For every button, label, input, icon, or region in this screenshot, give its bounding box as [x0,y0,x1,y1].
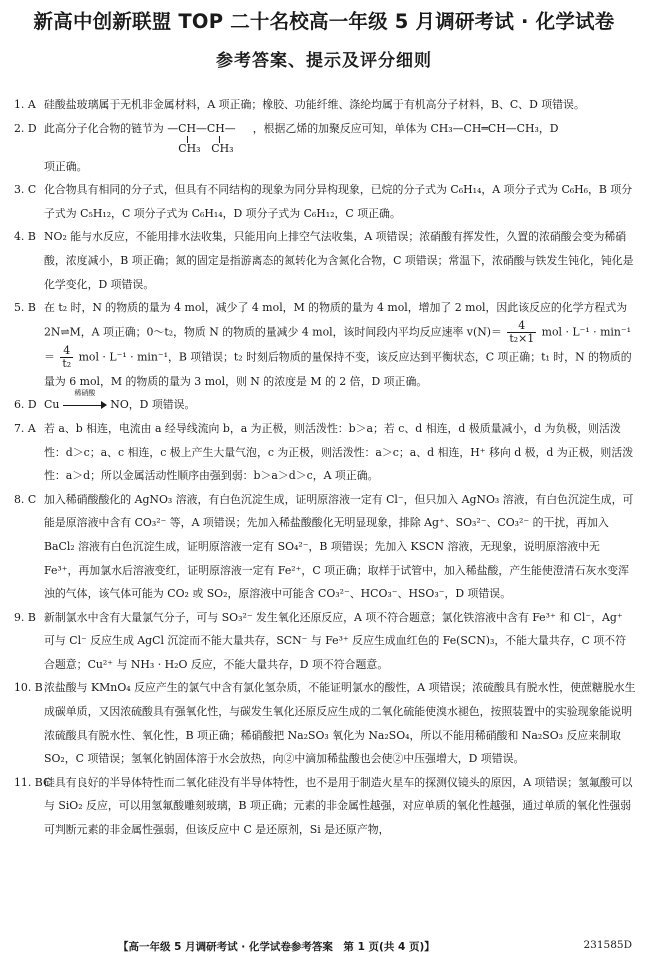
answer-item-4 [14,225,636,296]
answer-item-10 [14,676,636,770]
answer-item-3 [14,178,636,225]
answer-number: 4. B [14,230,36,244]
answer-item-6 [14,389,636,417]
reactant: Cu [44,398,60,412]
answer-number: 2. D [14,121,37,135]
methyl-group: CH₃ [178,141,201,155]
fraction [507,320,536,345]
arrow-line [63,405,103,406]
reaction-condition: 稀硝酸 [74,389,96,398]
answer-text: 新制氯水中含有大量氯气分子，可与 SO₃²⁻ 发生氧化还原反应，A 项不符合题意；氯化铁溶液中含有 Fe³⁺ 和 Cl⁻，Ag⁺ 可与 Cl⁻ 反应生成 AgCl 沉淀而不能大量共存，SCN⁻ 与 Fe³⁺ 反应生成血红色的 Fe(SCN)₃，不能大量共存，C 项不符合题意；Cu²⁺ 与 NH₃ · H₂O 反应，不能大量共存，D 项不符合题意。 [44,610,626,671]
fraction-numerator: 4 [60,345,73,358]
polymer-chain-formula [167,117,249,155]
answer-text: NO₂ 能与水反应，不能用排水法收集，只能用向上排空气法收集，A 项错误；浓硝酸有挥发性，久置的浓硝酸会变为稀硝酸，浓度减小，B 项正确；氮的固定是指游离态的氮转化为含氮化合物，C 项错误；常温下，浓硝酸与铁发生钝化，钝化是化学变化，D 项错误。 [44,230,634,291]
answer-item-7 [14,417,636,488]
answer-text: 硅具有良好的半导体特性而二氧化硅没有半导体特性，也不是用于制造火星车的探测仪镜头的原因，A 项错误；氢氟酸可以与 SiO₂ 反应，可以用氢氟酸雕刻玻璃，B 项正确；元素的非金属性越强，对应单质的氧化性越强，通过单质的氧化性强弱可判断元素的非金属性强弱，但该反应中 C 是还原剂，Si 是还原产物， [44,775,633,837]
answer-item-11 [14,771,636,842]
page-footer: 【高一年级 5 月调研考试 · 化学试卷参考答案 第 1 页(共 4 页)】 [118,941,435,953]
answer-number: 1. A [14,98,36,111]
answer-number: 3. C [14,183,37,197]
answer-text: 硅酸盐玻璃属于无机非金属材料，A 项正确；橡胶、功能纤维、涤纶均属于有机高分子材料，B、C、D 项错误。 [44,98,585,111]
page-title: 新高中创新联盟 TOP 二十名校高一年级 5 月调研考试 · 化学试卷 [33,10,615,33]
answer-item-9 [14,606,636,677]
reaction-arrow [63,389,107,412]
answer-text: 项正确。 [44,159,88,173]
answer-text: NO，D 项错误。 [110,398,196,412]
answer-item-2 [14,117,636,179]
fraction-denominator: t₂×1 [509,331,535,345]
arrow-head-icon [101,401,107,409]
answer-number: 8. C [14,492,37,506]
answer-number: 7. A [14,421,36,435]
answer-number: 6. D [14,398,37,412]
document-code: 231585D [583,939,632,951]
fraction [60,345,73,370]
answer-text: 浓盐酸与 KMnO₄ 反应产生的氯气中含有氯化氢杂质，不能证明氯水的酸性，A 项错误；浓硫酸具有脱水性，使蔗糖脱水生成碳单质，又因浓硫酸具有强氧化性，与碳发生氧化还原反应生成的二氧化硫能使溴水褪色，按照装置中的实验现象能说明浓硫酸具有脱水性、氧化性，B 项正确；稀硝酸把 Na₂SO₃ 氧化为 Na₂SO₄，所以不能用稀硝酸和 Na₂SO₃ 反应来制取 SO₂，C 项错误；氢氧化钠固体溶于水会放热，向②中滴加稀盐酸也会使②中压强增大，D 项错误。 [44,681,636,766]
answer-number: 9. B [14,610,36,624]
answer-item-8 [14,488,636,606]
answer-number: 10. B [14,681,43,695]
answer-text: 此高分子化合物的链节为 [44,121,164,135]
answer-text: mol · L⁻¹ · min⁻¹＝ [44,325,632,364]
answer-text: 若 a、b 相连，电流由 a 经导线流向 b，a 为正极，则活泼性：b＞a；若 c、d 相连，d 极质量减小，d 为负极，则活泼性：d＞c；a、c 相连，c 极上产生大量气泡，c 为正极，则活泼性：a＞c；a、d 相连，H⁺ 移向 d 极，d 为正极，则活泼性：a＞d；所以金属活动性顺序由强到弱：b＞a＞d＞c，A 项正确。 [44,421,634,483]
answer-text: 化合物具有相同的分子式，但具有不同结构的现象为同分异构现象，已烷的分子式为 C₆H₁₄，A 项分子式为 C₆H₆，B 项分子式为 C₅H₁₂，C 项分子式为 C₆H₁₄，D 项分子式为 C₆H₁₂，C 项正确。 [44,183,633,220]
answer-text: mol · L⁻¹ · min⁻¹，B 项错误；t₂ 时刻后物质的量保持不变，该反应达到平衡状态，C 项正确；t₁ 时，N 的物质的量为 6 mol，M 的物质的量为 3 mol，则 N 的浓度是 M 的 2 倍，D 项正确。 [44,350,632,388]
answer-body [14,93,636,842]
answer-text: 加入稀硝酸酸化的 AgNO₃ 溶液，有白色沉淀生成，证明原溶液一定有 Cl⁻，但只加入 AgNO₃ 溶液，有白色沉淀生成，可能是原溶液中含有 CO₃²⁻ 等，A 项错误；先加入稀盐酸酸化无明显现象，排除 Ag⁺、SO₃²⁻、CO₃²⁻ 的干扰，再加入 BaCl₂ 溶液有白色沉淀生成，证明原溶液一定有 SO₄²⁻，B 项错误；先加入 KSCN 溶液，无现象，说明原溶液中无 Fe³⁺，再加氯水后溶液变红，证明原溶液一定有 Fe²⁺，C 项正确；取样于试管中，加入稀盐酸，产生能使澄清石灰水变浑浊的气体，该气体可能为 CO₂ 或 SO₂，原溶液中可能含 CO₃²⁻、HCO₃⁻、HSO₃⁻，D 项错误。 [44,492,634,601]
answer-text: ，根据乙烯的加聚反应可知，单体为 CH₃—CH═CH—CH₃，D [252,121,559,135]
page-subtitle: 参考答案、提示及评分细则 [216,51,432,71]
answer-number: 11. BC [14,775,52,789]
methyl-group: CH₃ [211,141,234,155]
chain-backbone: —CH—CH— [167,121,236,135]
fraction-denominator: t₂ [62,356,72,370]
answer-item-5 [14,296,636,393]
answer-item-1 [14,93,636,117]
answer-number: 5. B [14,301,36,315]
answer-text: 在 t₂ 时，N 的物质的量为 4 mol，减少了 4 mol，M 的物质的量为 4 mol，增加了 2 mol，因此该反应的化学方程式为 2N⇌M，A 项正确；0～t₂，物质 N 的物质的量减少 4 mol，该时间段内平均反应速率 v(N)＝ [44,301,628,339]
fraction-numerator: 4 [507,320,536,333]
